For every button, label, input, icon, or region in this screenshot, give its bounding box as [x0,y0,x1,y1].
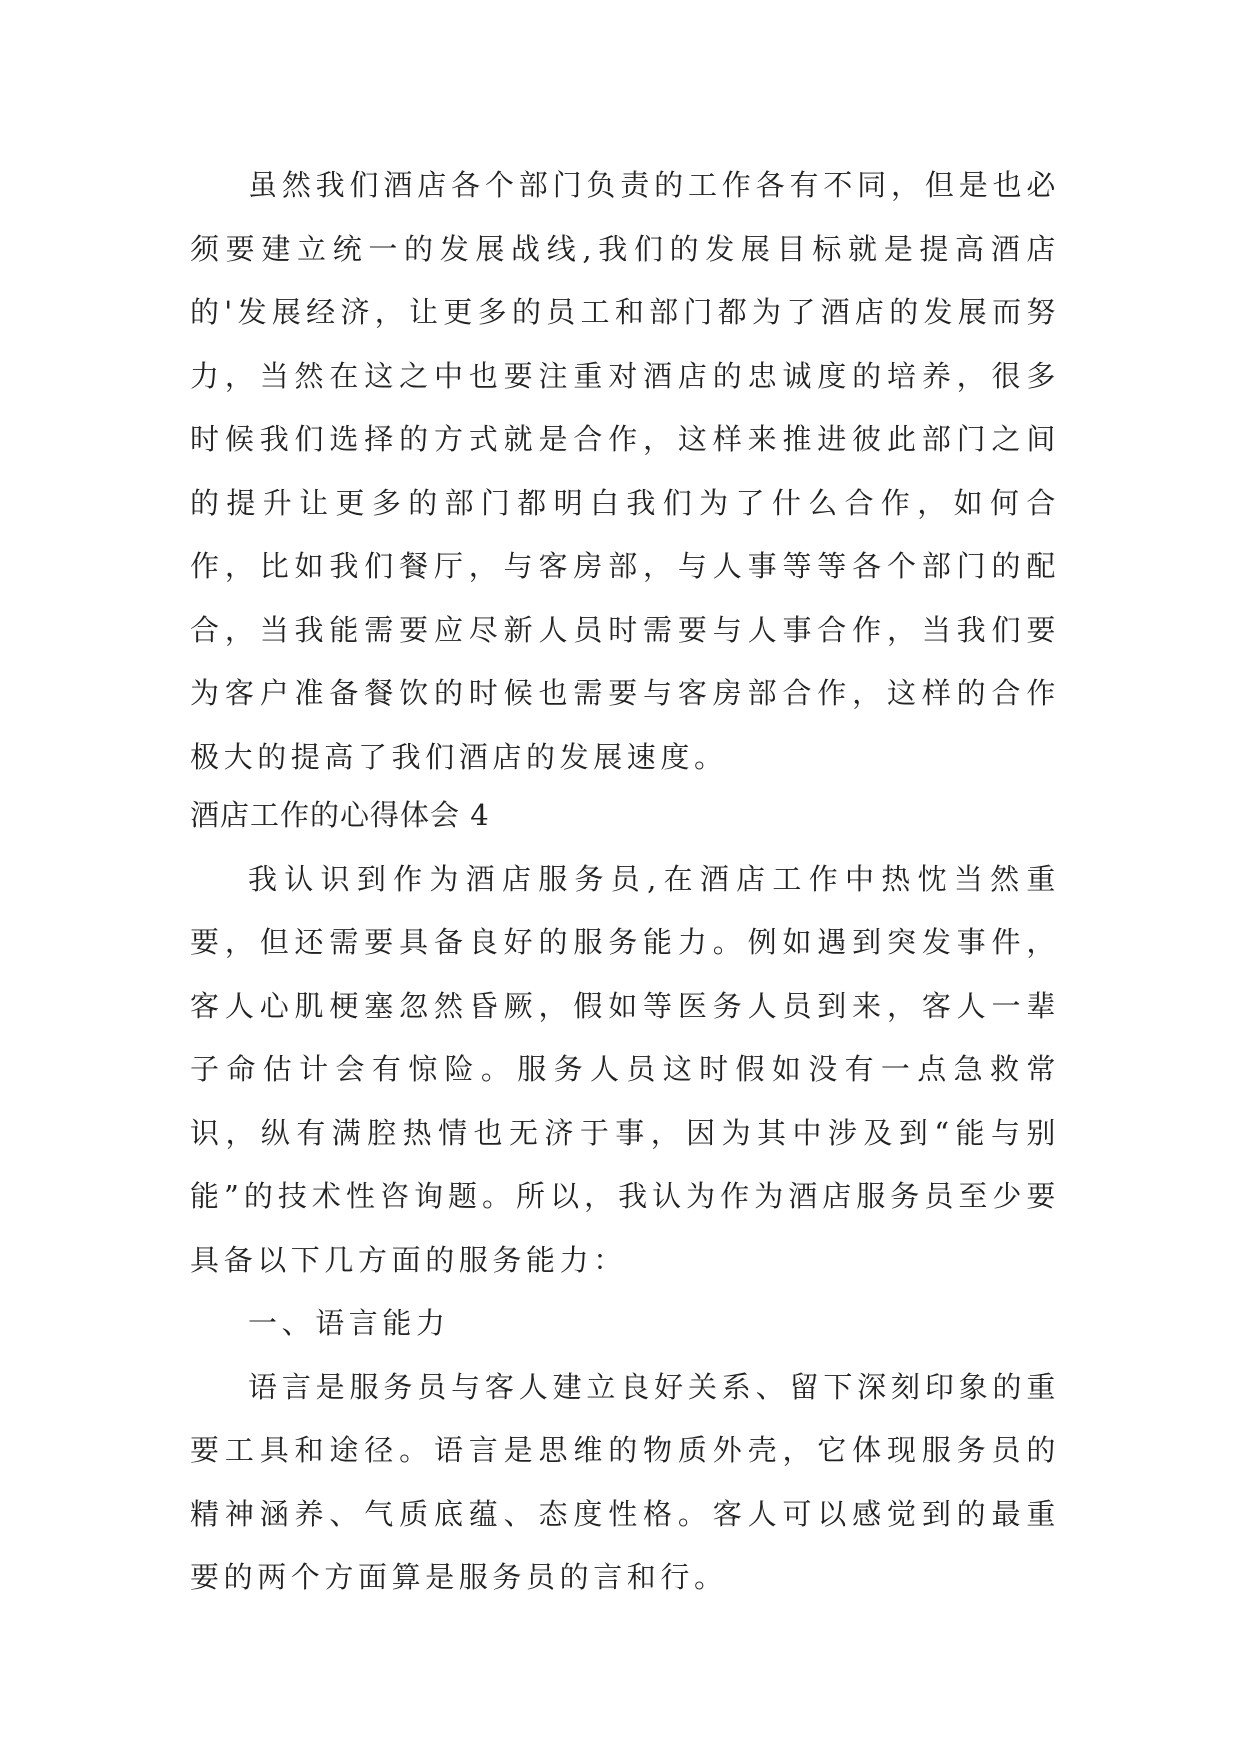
intro-section [190,154,1060,789]
section-4 [190,784,1060,1610]
section-paragraph-2: 语言是服务员与客人建立良好关系、留下深刻印象的重要工具和途径。语言是思维的物质外壳，它体现服务员的精神涵养、气质底蕴、态度性格。客人可以感觉到的最重要的两个方面算是服务员的言和行。 [190,1369,1060,1594]
section-title: 酒店工作的心得体会 4 [190,798,490,832]
intro-paragraph: 虽然我们酒店各个部门负责的工作各有不同，但是也必须要建立统一的发展战线,我们的发展目标就是提高酒店的'发展经济，让更多的员工和部门都为了酒店的发展而努力，当然在这之中也要注重对酒店的忠诚度的培养，很多时候我们选择的方式就是合作，这样来推进彼此部门之间的提升让更多的部门都明白我们为了什么合作，如何合作，比如我们餐厅，与客房部，与人事等等各个部门的配合，当我能需要应尽新人员时需要与人事合作，当我们要为客户准备餐饮的时候也需要与客房部合作，这样的合作极大的提高了我们酒店的发展速度。 [190,168,1060,774]
subheading-language-ability: 一、语言能力 [248,1306,450,1340]
section-paragraph-1: 我认识到作为酒店服务员,在酒店工作中热忱当然重要，但还需要具备良好的服务能力。例如遇到突发事件，客人心肌梗塞忽然昏厥，假如等医务人员到来，客人一辈子命估计会有惊险。服务人员这时假如没有一点急救常识，纵有满腔热情也无济于事，因为其中涉及到“能与别能”的技术性咨询题。所以，我认为作为酒店服务员至少要具备以下几方面的服务能力： [190,861,1060,1277]
